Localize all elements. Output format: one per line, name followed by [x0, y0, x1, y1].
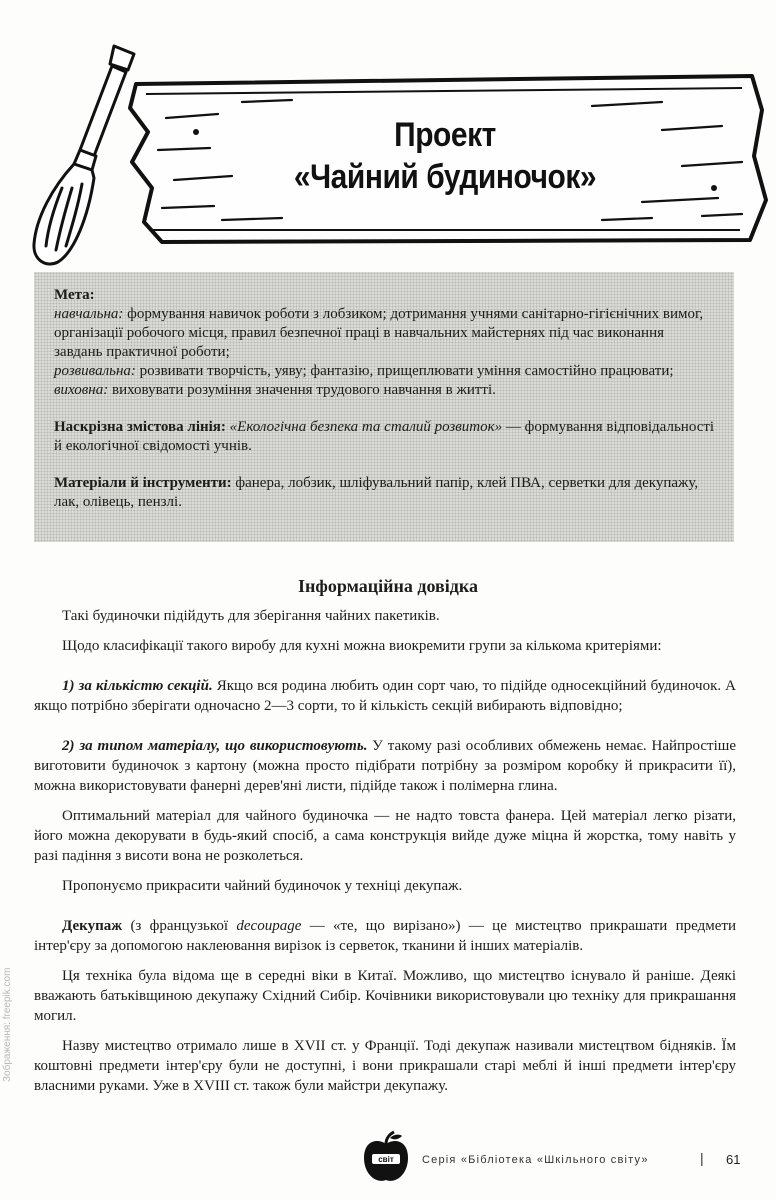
title-banner	[122, 70, 768, 248]
page-title	[161, 114, 729, 198]
materials-text: фанера, лобзик, шліфувальний папір, клей ПВА, серветки для декупажу, лак, олівець, пензлі.	[54, 475, 699, 510]
goal-text-upbringing: виховувати розуміння значення трудового навчання в житті.	[108, 382, 496, 398]
goal-text-learning: формування навичок роботи з лобзиком; дотримання учнями санітарно-гігієнічних вимог, організації робочого місця, правил безпечної праці в навчальних майстернях під час виконання завдань практичної роботи;	[54, 306, 704, 360]
page-footer	[360, 1130, 760, 1186]
article-body	[34, 606, 736, 1106]
goal-item-upbringing	[54, 381, 716, 400]
cross-cutting-line	[54, 418, 716, 456]
goal-label-upbringing: виховна:	[54, 382, 109, 398]
criterion-2-lead: 2) за типом матеріалу, що використовують.	[62, 738, 368, 754]
paragraph: Ця техніка була відома ще в середні віки в Китаї. Можливо, що мистецтво існувало й раніше. Деякі вважають батьківщиною декупажу Східний Сибір. Кочівники використовували цю техніку для прикрашання могил.	[34, 968, 736, 1024]
goal-label-learning: навчальна:	[54, 306, 124, 322]
cross-cutting-text: — формування відповідальності й екологічної свідомості учнів.	[54, 419, 715, 454]
goal-item-developing	[54, 362, 716, 381]
goals-box	[34, 272, 734, 542]
footer-separator: |	[700, 1150, 704, 1166]
apple-logo-icon	[360, 1130, 412, 1186]
decoupage-text-a: (з французької	[122, 918, 237, 934]
page-number: 61	[726, 1152, 741, 1167]
title-line-1: Проект	[394, 116, 496, 154]
paragraph-criterion-2	[34, 736, 736, 796]
criterion-1-text: Якщо вся родина любить один сорт чаю, то підійде односекційний будиночок. А якщо потрібно зберігати одночасно 2—3 сорти, то й кількість секцій вибирають відповідно;	[34, 678, 736, 714]
goal-item-learning	[54, 305, 716, 362]
logo-text: світ	[378, 1155, 394, 1164]
goals-heading-row	[54, 286, 716, 305]
criterion-2-text: У такому разі особливих обмежень немає. Найпростіше виготовити будиночок з картону (можна просто підібрати потрібну за розміром коробку й прикрасити її), можна використовувати фанерні дерев'яні листи, підійде також і полімерна глина.	[34, 738, 736, 794]
decoupage-word: decoupage	[236, 918, 302, 934]
goal-label-developing: розвивальна:	[54, 363, 136, 379]
goals-heading: Мета:	[54, 287, 95, 303]
paragraph-criterion-1	[34, 676, 736, 716]
paragraph-decoupage	[34, 916, 736, 956]
section-title: Інформаційна довідка	[298, 576, 478, 596]
paragraph: Пропонуємо прикрасити чайний будиночок у техніці декупаж.	[62, 878, 463, 894]
cross-cutting-label: Наскрізна змістова лінія:	[54, 419, 226, 435]
paragraph: Такі будиночки підійдуть для зберігання чайних пакетиків.	[62, 608, 440, 624]
materials-label: Матеріали й інструменти:	[54, 475, 232, 491]
materials-line	[54, 474, 716, 512]
criterion-1-lead: 1) за кількістю секцій.	[62, 678, 213, 694]
decoupage-text-b: — «те, що вирізано») — це мистецтво прикрашати предмети інтер'єру за допомогою наклеювання вирізок із серветок, тканини й інших матеріалів.	[34, 918, 736, 954]
paragraph: Назву мистецтво отримало лише в XVII ст. у Франції. Тоді декупаж називали мистецтвом бідняків. Їм коштовні предмети інтер'єру були не доступні, і вони прикрашали старі меблі й інші предмети інтер'єру власними руками. Уже в XVIII ст. також були майстри декупажу.	[34, 1038, 736, 1094]
title-line-2: «Чайний будиночок»	[293, 158, 597, 196]
paragraph: Оптимальний матеріал для чайного будиночка — не надто товста фанера. Цей матеріал легко різати, його можна декорувати в будь-який спосіб, а сама конструкція вийде дуже міцна й жорстка, тому навіть у разі падіння з висоти вона не розколеться.	[34, 808, 736, 864]
series-title: Серія «Бібліотека «Шкільного світу»	[422, 1154, 649, 1166]
image-credit-watermark: Зображення: freepik.com	[2, 967, 13, 1083]
goal-text-developing: розвивати творчість, уяву; фантазію, прищеплювати уміння самостійно працювати;	[135, 363, 674, 379]
cross-cutting-quote: «Екологічна безпека та сталий розвиток»	[225, 419, 503, 435]
decoupage-term: Декупаж	[62, 918, 123, 934]
paragraph: Щодо класифікації такого виробу для кухні можна виокремити групи за кількома критеріями:	[62, 638, 662, 654]
